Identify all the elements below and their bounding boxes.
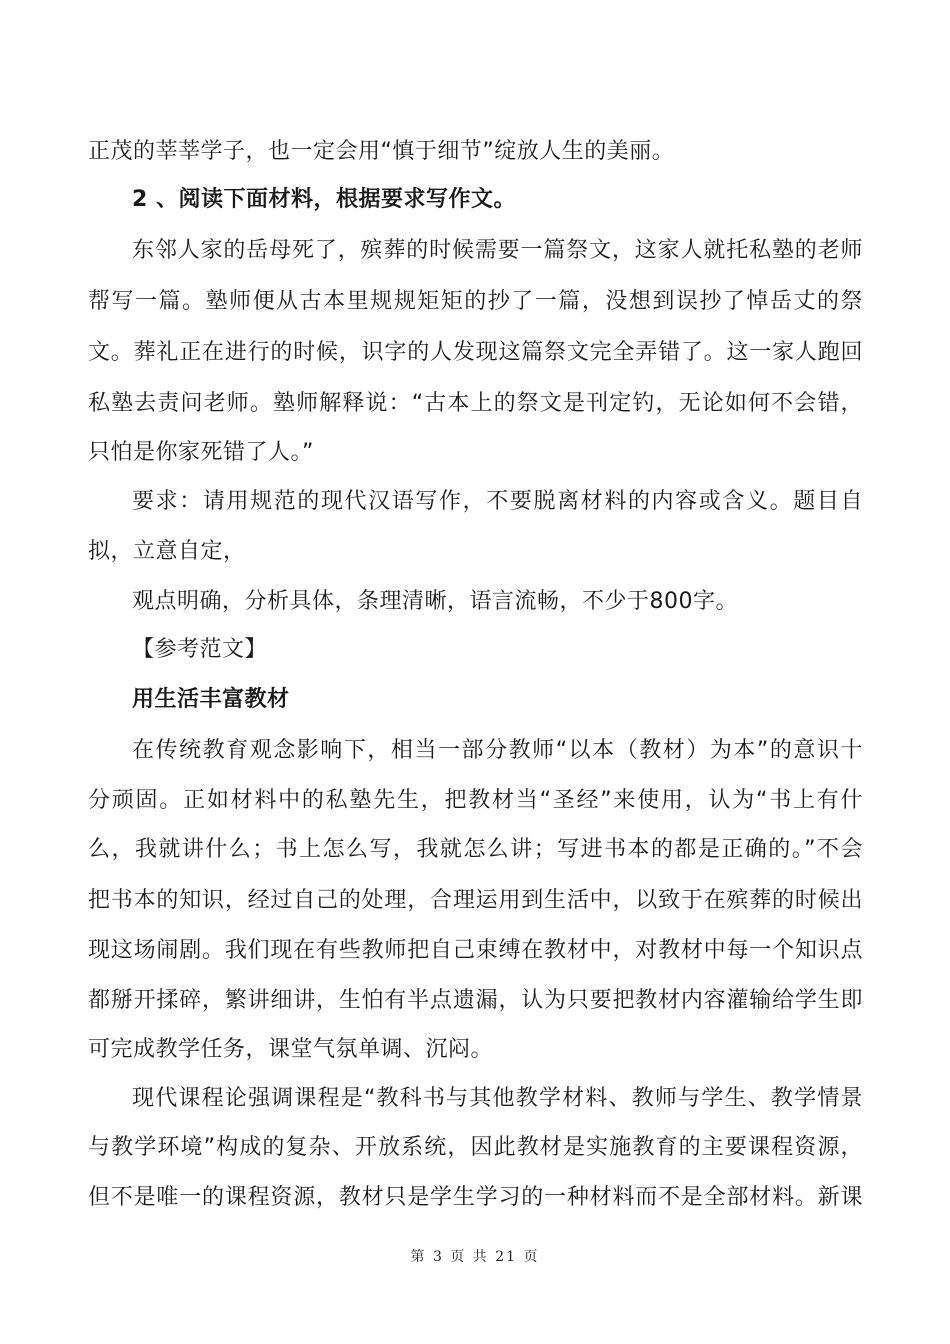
- essay-title: 用生活丰富教材: [132, 687, 290, 712]
- requirement-line: 观点明确，分析具体，条理清晰，语言流畅，不少于800字。: [132, 589, 738, 614]
- reference-label: 【参考范文】: [132, 637, 268, 662]
- essay-paragraph-line: 可完成教学任务，课堂气氛单调、沉闷。: [88, 1037, 494, 1062]
- page-footer: 第 3 页 共 21 页: [410, 1249, 540, 1265]
- material-paragraph-line: 文。葬礼正在进行的时候，识字的人发现这篇祭文完全弄错了。这一家人跑回: [88, 340, 863, 365]
- question-heading: 2 、阅读下面材料，根据要求写作文。: [132, 187, 516, 212]
- essay-paragraph-line: 么，我就讲什么；书上怎么写，我就怎么讲；写进书本的都是正确的。”不会: [88, 837, 863, 862]
- essay-paragraph-line: 都掰开揉碎，繁讲细讲，生怕有半点遗漏，认为只要把教材内容灌输给学生即: [88, 988, 863, 1013]
- essay-paragraph-line: 分顽固。正如材料中的私塾先生，把教材当“圣经”来使用，认为“书上有什: [88, 788, 863, 813]
- material-paragraph-line: 私塾去责问老师。塾师解释说：“古本上的祭文是刊定钓，无论如何不会错，: [88, 391, 863, 416]
- material-paragraph-line: 帮写一篇。塾师便从古本里规规矩矩的抄了一篇，没想到误抄了悼岳丈的祭: [88, 289, 863, 314]
- material-paragraph-line: 只怕是你家死错了人。”: [88, 440, 314, 465]
- text-line-continuation: 正茂的莘莘学子，也一定会用“慎于细节”绽放人生的美丽。: [88, 139, 675, 164]
- requirement-line: 拟，立意自定，: [88, 539, 246, 564]
- essay-paragraph-line: 但不是唯一的课程资源，教材只是学生学习的一种材料而不是全部材料。新课: [88, 1185, 863, 1210]
- requirement-line: 要求：请用规范的现代汉语写作，不要脱离材料的内容或含义。题目自: [132, 489, 863, 514]
- essay-paragraph-line: 与教学环境”构成的复杂、开放系统，因此教材是实施教育的主要课程资源，: [88, 1135, 863, 1160]
- essay-paragraph-line: 现代课程论强调课程是“教科书与其他教学材料、教师与学生、教学情景: [132, 1086, 863, 1111]
- material-paragraph-line: 东邻人家的岳母死了，殡葬的时候需要一篇祭文，这家人就托私塾的老师: [132, 238, 863, 263]
- essay-paragraph-line: 现这场闹剧。我们现在有些教师把自己束缚在教材中，对教材中每一个知识点: [88, 938, 863, 963]
- essay-paragraph-line: 在传统教育观念影响下，相当一部分教师“以本（教材）为本”的意识十: [132, 738, 863, 763]
- essay-paragraph-line: 把书本的知识，经过自己的处理，合理运用到生活中，以致于在殡葬的时候出: [88, 888, 863, 913]
